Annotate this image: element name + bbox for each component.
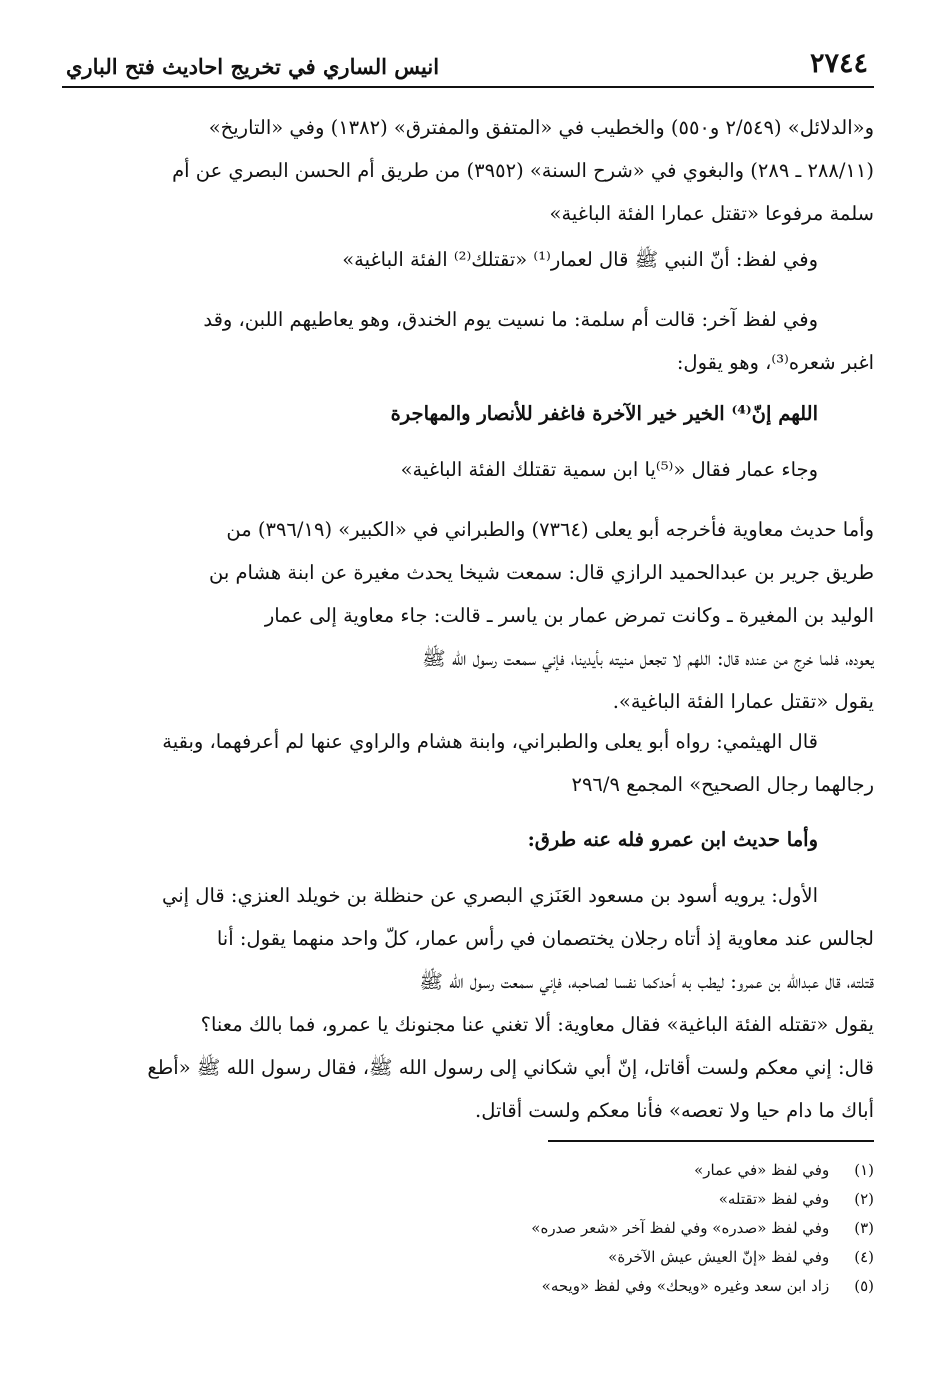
text-line: رجالهما رجال الصحيح» المجمع ٢٩٦/٩ [571, 773, 874, 796]
footnote-item [424, 1156, 874, 1185]
footnote-text: وفي لفظ «إنّ العيش عيش الآخرة» [608, 1248, 830, 1266]
text-line: لجالس عند معاوية إذ أتاه رجلان يختصمان في رأس عمار، كلّ واحد منهما يقول: أنا [216, 927, 874, 950]
page-number: ٢٧٤٤ [809, 48, 868, 79]
footnote-number: (١) [854, 1161, 874, 1179]
text-line: طريق جرير بن عبدالحميد الرازي قال: سمعت شيخا يحدث مغيرة عن ابنة هشام بن [209, 561, 874, 584]
paragraph-muawiya [66, 508, 874, 723]
text-line: يقول «تقتله الفئة الباغية» فقال معاوية: ألا تغني عنا مجنونك يا عمرو، فما بالك معنا؟ [200, 1013, 874, 1036]
footnote-text: وفي لفظ «صدره» وفي لفظ آخر «شعر صدره» [531, 1219, 830, 1237]
text-line: يعوده، فلما خرج من عنده قال: اللهم لا تجعل منيته بأيدينا، فإني سمعت رسول الله ﷺ [422, 647, 874, 670]
paragraph-4 [66, 448, 874, 491]
text-line: وأما حديث ابن عمرو فله عنه طرق: [527, 828, 818, 851]
paragraph-first-route [66, 874, 874, 1132]
footnote-number: (٣) [854, 1219, 874, 1237]
footnote-text: وفي لفظ «في عمار» [694, 1161, 830, 1179]
paragraph-1 [66, 106, 874, 235]
footnotes [424, 1156, 874, 1301]
text-line: (٢٨٨/١١ ـ ٢٨٩) والبغوي في «شرح السنة» (٣٩٥٢) من طريق أم الحسن البصري عن أم [172, 159, 874, 182]
text-line: قتلته، قال عبدالله بن عمرو: ليطب به أحدكما نفسا لصاحبه، فإني سمعت رسول الله ﷺ [419, 970, 874, 993]
footnote-number: (٤) [854, 1248, 874, 1266]
paragraph-haythami [66, 720, 874, 806]
text-line: وفي لفظ: أنّ النبي ﷺ قال لعمار⁽¹⁾ «تقتلك⁽²⁾ الفئة الباغية» [342, 248, 818, 271]
text-line: الأول: يرويه أسود بن مسعود العَنَزي البصري عن حنظلة بن خويلد العنزي: قال إني [161, 884, 818, 907]
footnote-number: (٥) [854, 1277, 874, 1295]
footnote-text: زاد ابن سعد وغيره «ويحك» وفي لفظ «ويحه» [541, 1277, 830, 1295]
text-line: الوليد بن المغيرة ـ وكانت تمرض عمار بن ياسر ـ قالت: جاء معاوية إلى عمار [264, 604, 874, 627]
footnote-item [424, 1272, 874, 1301]
footnote-separator [548, 1140, 874, 1142]
section-heading [66, 818, 874, 861]
paragraph-3 [66, 298, 874, 384]
text-line: اغبر شعره⁽³⁾، وهو يقول: [676, 351, 874, 374]
text-line: أباك ما دام حيا ولا تعصه» فأنا معكم ولست أقاتل. [475, 1099, 874, 1122]
footnote-item [424, 1214, 874, 1243]
text-line: قال الهيثمي: رواه أبو يعلى والطبراني، وابنة هشام والراوي عنها لم أعرفهما، وبقية [162, 730, 818, 753]
text-line: وأما حديث معاوية فأخرجه أبو يعلى (٧٣٦٤) والطبراني في «الكبير» (٣٩٦/١٩) من [226, 518, 874, 541]
text-line: وفي لفظ آخر: قالت أم سلمة: ما نسيت يوم الخندق، وهو يعاطيهم اللبن، وقد [203, 308, 818, 331]
text-line: وجاء عمار فقال «⁽⁵⁾يا ابن سمية تقتلك الفئة الباغية» [400, 458, 818, 481]
text-line: اللهم إنّ⁽⁴⁾ الخير خير الآخرة فاغفر للأنصار والمهاجرة [390, 402, 818, 425]
footnote-number: (٢) [854, 1190, 874, 1208]
header-rule [62, 86, 874, 88]
text-line: يقول «تقتل عمارا الفئة الباغية». [612, 690, 874, 713]
footnote-text: وفي لفظ «تقتله» [718, 1190, 830, 1208]
page-header [62, 48, 874, 88]
verse-line [66, 392, 874, 435]
footnote-item [424, 1243, 874, 1272]
running-title: انيس الساري في تخريج احاديث فتح الباري [66, 54, 440, 79]
text-line: قال: إني معكم ولست أقاتل، إنّ أبي شكاني إلى رسول الله ﷺ، فقال رسول الله ﷺ «أطع [147, 1056, 874, 1079]
text-line: سلمة مرفوعا «تقتل عمارا الفئة الباغية» [549, 202, 874, 225]
paragraph-2 [66, 238, 874, 281]
text-line: و«الدلائل» (٢/٥٤٩ و٥٥٠) والخطيب في «المتفق والمفترق» (١٣٨٢) وفي «التاريخ» [208, 116, 874, 139]
footnote-item [424, 1185, 874, 1214]
